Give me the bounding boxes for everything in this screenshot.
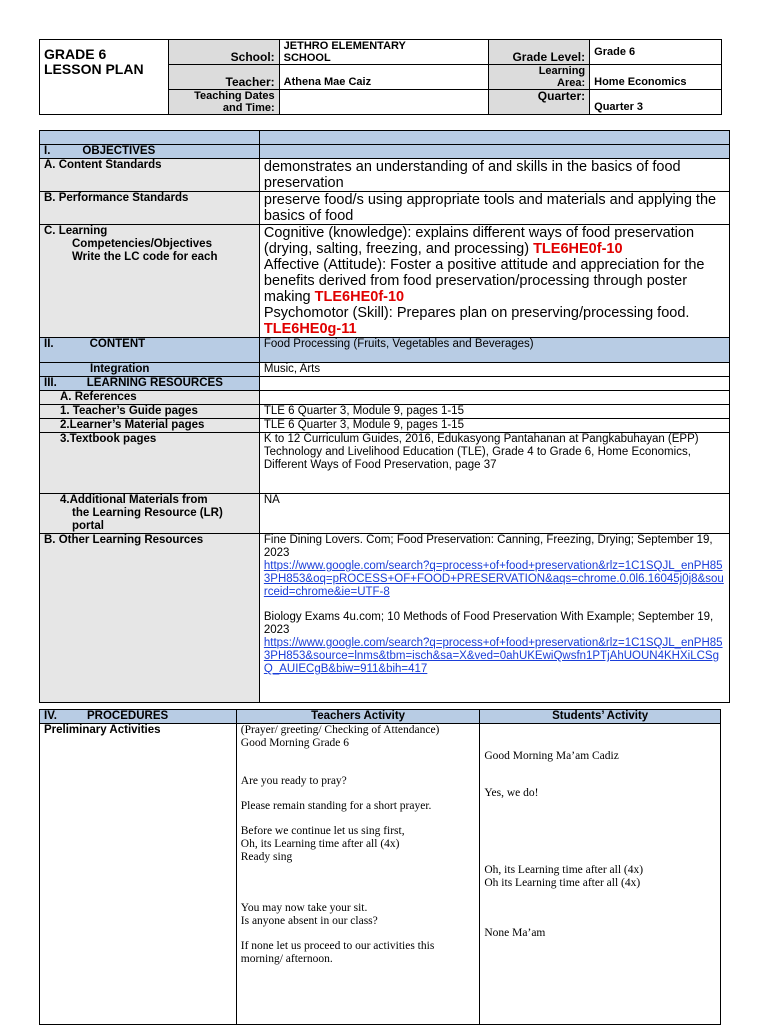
references-label: A. References bbox=[40, 391, 260, 405]
performance-standards-value: preserve food/s using appropriate tools and materials and applying the basics of food bbox=[259, 192, 729, 225]
dates-label: Teaching Dates and Time: bbox=[168, 90, 279, 115]
lesson-plan-title: GRADE 6 LESSON PLAN bbox=[40, 40, 169, 115]
students-activity-cell: Good Morning Ma’am Cadiz Yes, we do! Oh, its Learning time after all (4x) Oh its Learning time after all (4x) None Ma’am bbox=[480, 724, 721, 1025]
procedures-table bbox=[39, 709, 721, 1025]
additional-materials-label: 4.Additional Materials from the Learning Resource (LR) portal bbox=[40, 494, 260, 534]
teachers-activity-header: Teachers Activity bbox=[236, 710, 480, 724]
content-heading: II. CONTENT bbox=[40, 338, 260, 363]
school-value: JETHRO ELEMENTARY SCHOOL bbox=[279, 40, 489, 65]
learners-material-label: 2.Learner’s Material pages bbox=[40, 419, 260, 433]
other-resource-2-link[interactable]: https://www.google.com/search?q=process+of+food+preservation&rlz=1C1SQJL_enPH853PH853&source=lnms&tbm=isch&sa=X&ved=0ahUKEwiQwsfn1PTjAhUOUN4KHXiLCSgQ_AUIECgB&biw=911&bih=417 bbox=[263, 637, 723, 675]
preliminary-activities-label: Preliminary Activities bbox=[40, 724, 237, 1025]
cognitive-code: TLE6HE0f-10 bbox=[533, 241, 623, 257]
other-resource-2-citation: Biology Exams 4u.com; 10 Methods of Food Preservation With Example; September 19, 2023 bbox=[263, 611, 714, 636]
integration-value: Music, Arts bbox=[259, 363, 729, 377]
teachers-activity-cell: (Prayer/ greeting/ Checking of Attendance) Good Morning Grade 6 Are you ready to pray? Please remain standing for a short prayer. Before we continue let us sing first, Oh, its Learning time after all (4x) Ready sing You may now take your sit. Is anyone absent in our class? If none let us proceed to our activities this morning/ afternoon. bbox=[236, 724, 480, 1025]
affective-code: TLE6HE0f-10 bbox=[314, 289, 405, 305]
learners-material-value: TLE 6 Quarter 3, Module 9, pages 1-15 bbox=[259, 419, 729, 433]
teacher-label: Teacher: bbox=[168, 65, 279, 90]
teacher-value: Athena Mae Caiz bbox=[279, 65, 489, 90]
quarter-value: Quarter 3 bbox=[590, 90, 722, 115]
quarter-label: Quarter: bbox=[489, 90, 590, 115]
other-resource-1-link[interactable]: https://www.google.com/search?q=process+of+food+preservation&rlz=1C1SQJL_enPH853PH853&oq=pROCESS+OF+FOOD+PRESERVATION&aqs=chrome.0.0l6.16045j0j8&sourceid=chrome&ie=UTF-8 bbox=[263, 560, 724, 598]
school-label: School: bbox=[168, 40, 279, 65]
learning-resources-heading: III. LEARNING RESOURCES bbox=[40, 377, 260, 391]
teachers-guide-label: 1. Teacher’s Guide pages bbox=[40, 405, 260, 419]
grade-level-label: Grade Level: bbox=[489, 40, 590, 65]
performance-standards-label: B. Performance Standards bbox=[40, 192, 260, 225]
students-activity-header: Students’ Activity bbox=[480, 710, 721, 724]
header-table bbox=[39, 39, 722, 115]
learning-area-label: Learning Area: bbox=[489, 65, 590, 90]
content-value: Food Processing (Fruits, Vegetables and Beverages) bbox=[259, 338, 729, 363]
other-resource-1-citation: Fine Dining Lovers. Com; Food Preservation: Canning, Freezing, Drying; September 19, 2023 bbox=[263, 534, 713, 559]
other-resources-value bbox=[259, 534, 729, 703]
learning-area-value: Home Economics bbox=[590, 65, 722, 90]
other-resources-label: B. Other Learning Resources bbox=[40, 534, 260, 703]
integration-label: Integration bbox=[40, 363, 260, 377]
psychomotor-objective: Psychomotor (Skill): Prepares plan on preserving/processing food. bbox=[263, 305, 690, 321]
lesson-table bbox=[39, 130, 730, 703]
content-standards-value: demonstrates an understanding of and skills in the basics of food preservation bbox=[259, 159, 729, 192]
procedures-heading: IV. PROCEDURES bbox=[40, 710, 237, 724]
learning-competencies-label: C. Learning Competencies/Objectives Write the LC code for each bbox=[40, 225, 260, 338]
objectives-heading: I. OBJECTIVES bbox=[40, 145, 260, 159]
cognitive-objective: Cognitive (knowledge): explains different ways of food preservation (drying, salting, freezing, and processing) bbox=[263, 225, 695, 257]
textbook-label: 3.Textbook pages bbox=[40, 433, 260, 494]
additional-materials-value: NA bbox=[259, 494, 729, 534]
psychomotor-code: TLE6HE0g-11 bbox=[263, 321, 357, 337]
dates-value bbox=[279, 90, 489, 115]
learning-competencies-value bbox=[259, 225, 729, 338]
teachers-guide-value: TLE 6 Quarter 3, Module 9, pages 1-15 bbox=[259, 405, 729, 419]
grade-level-value: Grade 6 bbox=[590, 40, 722, 65]
textbook-value: K to 12 Curriculum Guides, 2016, Edukasyong Pantahanan at Pangkabuhayan (EPP) Technology and Livelihood Education (TLE), Grade 4 to Grade 6, Home Economics, Different Ways of Food Preservation, page 37 bbox=[259, 433, 729, 494]
affective-objective: Affective (Attitude): Foster a positive attitude and appreciation for the benefits derived from food preservation/processing through poster making bbox=[263, 257, 705, 305]
content-standards-label: A. Content Standards bbox=[40, 159, 260, 192]
